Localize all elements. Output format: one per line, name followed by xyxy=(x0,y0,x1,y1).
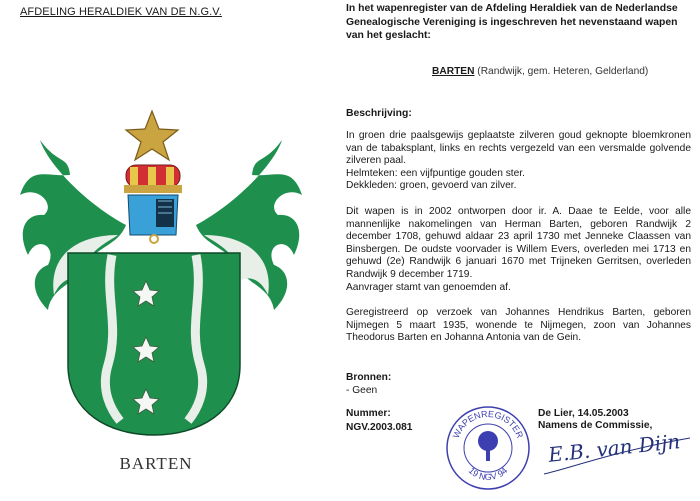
tree-icon xyxy=(478,431,498,461)
committee-label: Namens de Commissie, xyxy=(538,420,653,431)
history-text: Dit wapen is in 2002 ontworpen door ir. A. Daae te Eelde, voor alle mannenlijke nakomelingen van Herman Barten, geboren Randwijk 2 december 1708, gehuwd aldaar 23 april 1730 met Jenneke Claassen van Binsbergen. De oudste voorvader is Willem Evers, overleden mei 1713 en gehuwd (2e) Randwijk 6 januari 1670 met Trijneken Gerritsen, overleden Randwijk 9 december 1719. xyxy=(346,206,691,280)
star-icon xyxy=(126,111,178,160)
intro-text: In het wapenregister van de Afdeling Heraldiek van de Nederlandse Genealogische Vereniging is ingeschreven het nevenstaand wapen van het geslacht: xyxy=(346,3,678,42)
description xyxy=(346,130,691,193)
helmet-icon xyxy=(128,195,178,243)
shield xyxy=(68,253,240,435)
stamp-bottom-text: 19 NGV 94 xyxy=(466,465,510,483)
blazon: In groen drie paalsgewijs geplaatste zilveren goud geknopte bloemkronen van de tabaksplant, links en rechts vergezeld van een versmalde golvende zilveren paal. xyxy=(346,130,691,167)
history xyxy=(346,206,691,294)
number-value: NGV.2003.081 xyxy=(346,422,413,433)
registration xyxy=(346,307,691,345)
applicant-text: Aanvrager stamt van genoemden af. xyxy=(346,281,511,293)
coat-of-arms xyxy=(8,105,314,445)
crest: Helmteken: een vijfpuntige gouden ster. xyxy=(346,167,525,179)
department-heading: AFDELING HERALDIEK VAN DE N.G.V. xyxy=(20,6,222,18)
sources-heading: Bronnen: xyxy=(346,372,392,383)
number-heading: Nummer: xyxy=(346,408,391,419)
register-stamp xyxy=(445,405,531,491)
sources-value: - Geen xyxy=(346,385,378,396)
signature: E.B. van Dijn xyxy=(547,429,682,467)
crown-icon xyxy=(124,165,182,193)
family-line xyxy=(432,66,648,79)
family-name: BARTEN xyxy=(432,66,475,77)
arms-caption: BARTEN xyxy=(119,454,193,473)
stamp-top-text: WAPENREGISTER xyxy=(450,408,526,440)
family-place: (Randwijk, gem. Heteren, Gelderland) xyxy=(477,66,649,77)
registration-text: Geregistreerd op verzoek van Johannes Hendrikus Barten, geboren Nijmegen 5 maart 1935, wonende te Nijmegen, zoon van Johannes Theodorus Barten en Johanna Antonia van de Gein. xyxy=(346,307,691,344)
mantling: Dekkleden: groen, gevoerd van zilver. xyxy=(346,180,517,192)
description-heading: Beschrijving: xyxy=(346,108,412,119)
place-date: De Lier, 14.05.2003 xyxy=(538,408,629,419)
